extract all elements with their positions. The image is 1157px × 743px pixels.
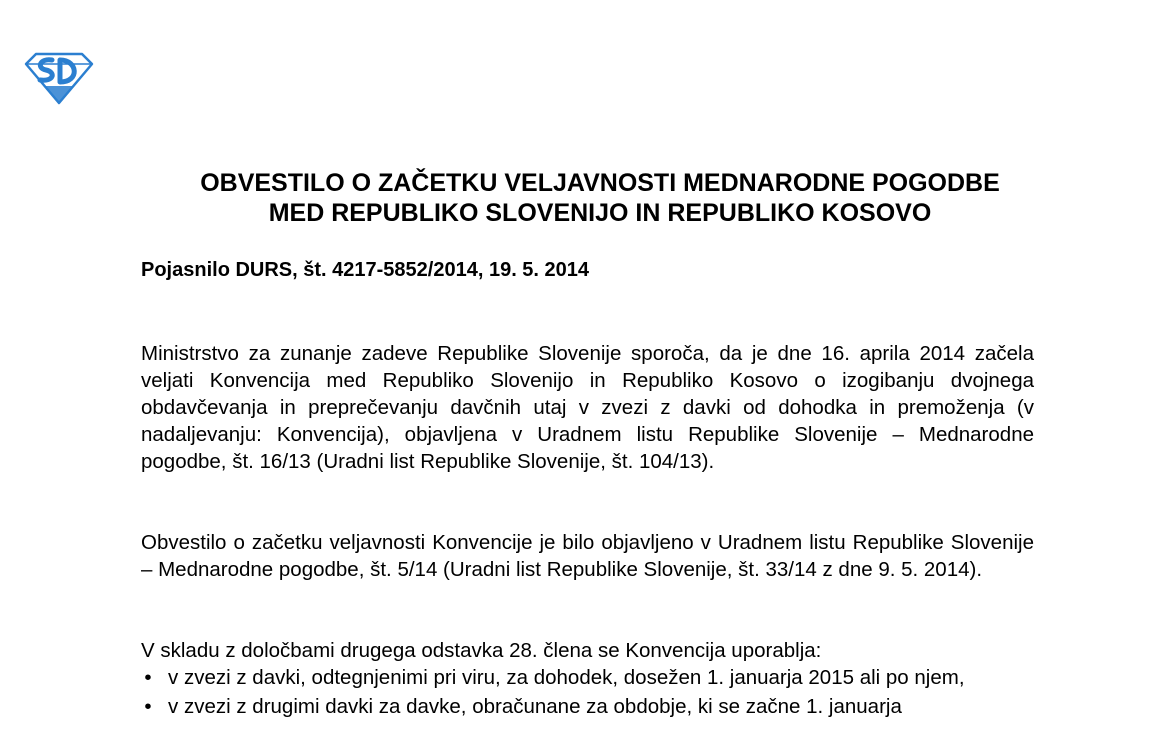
list-item-text: v zvezi z drugimi davki za davke, obračunane za obdobje, ki se začne 1. januarja [168, 695, 902, 718]
bullet-icon: • [144, 695, 152, 718]
list-item-text: v zvezi z davki, odtegnjenimi pri viru, za dohodek, dosežen 1. januarja 2015 ali po njem, [168, 666, 965, 689]
document-subtitle: Pojasnilo DURS, št. 4217-5852/2014, 19. 5. 2014 [141, 259, 590, 281]
application-bullet-list [141, 664, 1034, 722]
list-item [141, 664, 1034, 691]
document-title-line-1: OBVESTILO O ZAČETKU VELJAVNOSTI MEDNARODNE POGODBE [200, 169, 1000, 197]
document-title-line-2: MED REPUBLIKO SLOVENIJO IN REPUBLIKO KOSOVO [268, 199, 932, 227]
paragraph-publication-notice: Obvestilo o začetku veljavnosti Konvencije je bilo objavljeno v Uradnem listu Republike Slovenije – Mednarodne pogodbe, št. 5/14 (Uradni list Republike Slovenije, št. 33/14 z dne 9. 5. 2014). [141, 531, 1034, 581]
list-item [141, 693, 1034, 720]
paragraph-application-intro: V skladu z določbami drugega odstavka 28. člena se Konvencija uporablja: [141, 639, 822, 662]
sd-logo-icon [22, 48, 96, 106]
bullet-icon: • [144, 666, 152, 689]
paragraph-convention-in-force: Ministrstvo za zunanje zadeve Republike Slovenije sporoča, da je dne 16. aprila 2014 začela veljati Konvencija med Republiko Slovenijo in Republiko Kosovo o izogibanju dvojnega obdavčevanja in preprečevanju davčnih utaj v zvezi z davki od dohodka in premoženja (v nadaljevanju: Konvencija), objavljena v Uradnem listu Republike Slovenije – Mednarodne pogodbe, št. 16/13 (Uradni list Republike Slovenije, št. 104/13). [141, 342, 1034, 473]
